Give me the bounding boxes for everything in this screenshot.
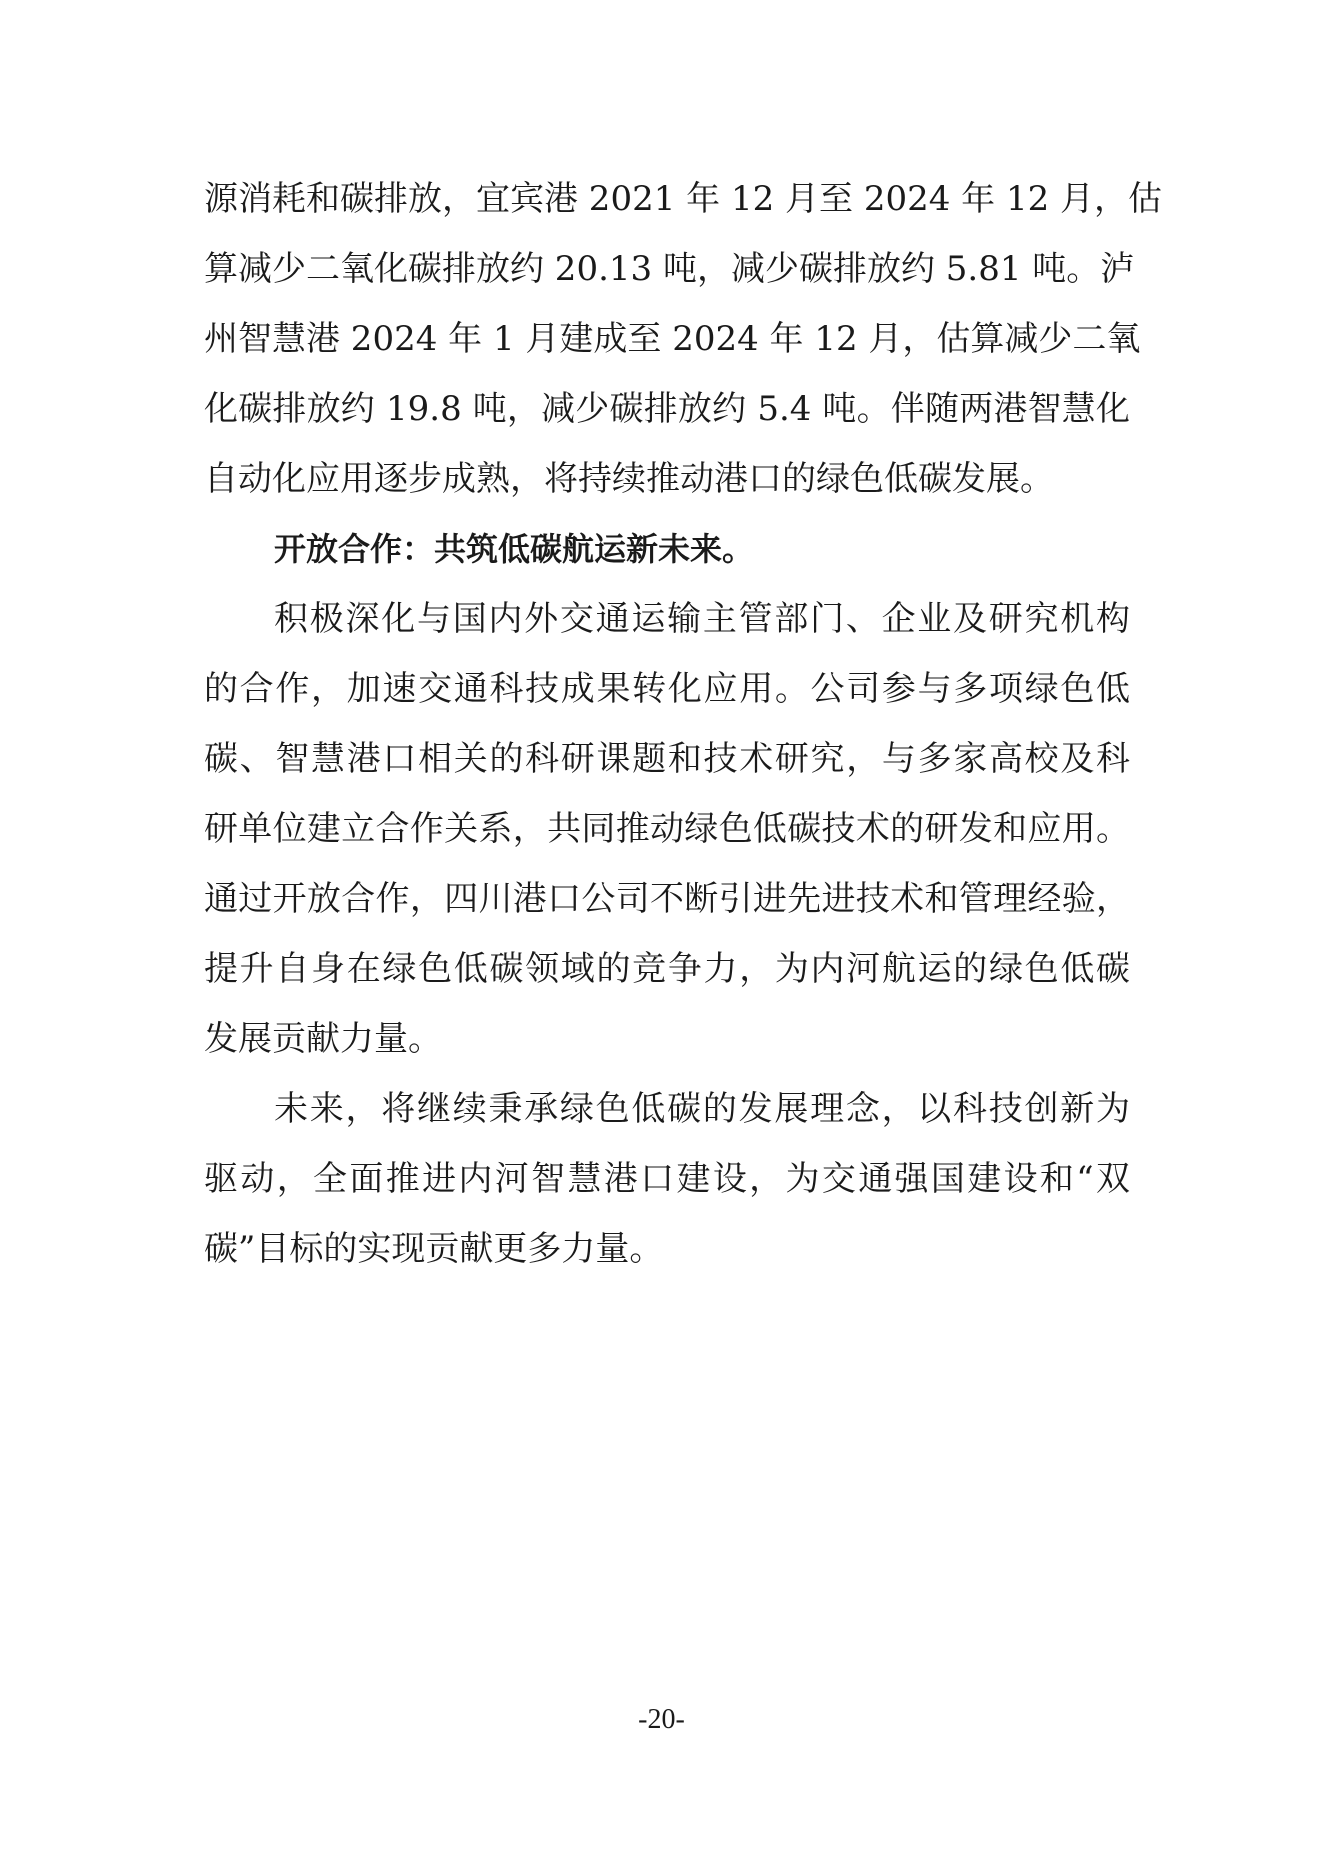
paragraph-line: 发展贡献力量。 bbox=[204, 1019, 442, 1059]
paragraph-line: 驱动，全面推进内河智慧港口建设，为交通强国建设和“双 bbox=[204, 1159, 1130, 1199]
paragraph-line: 化碳排放约 19.8 吨，减少碳排放约 5.4 吨。伴随两港智慧化 bbox=[204, 389, 1130, 429]
paragraph-line: 提升自身在绿色低碳领域的竞争力，为内河航运的绿色低碳 bbox=[204, 949, 1130, 989]
paragraph-line: 州智慧港 2024 年 1 月建成至 2024 年 12 月，估算减少二氧 bbox=[204, 319, 1141, 359]
paragraph-line: 未来，将继续秉承绿色低碳的发展理念，以科技创新为 bbox=[274, 1089, 1130, 1129]
page-number: -20- bbox=[638, 1704, 685, 1735]
paragraph-line: 研单位建立合作关系，共同推动绿色低碳技术的研发和应用。 bbox=[204, 809, 1130, 849]
paragraph-line: 源消耗和碳排放，宜宾港 2021 年 12 月至 2024 年 12 月，估 bbox=[204, 179, 1163, 219]
paragraph-line: 自动化应用逐步成熟，将持续推动港口的绿色低碳发展。 bbox=[204, 459, 1054, 499]
paragraph-line: 通过开放合作，四川港口公司不断引进先进技术和管理经验， bbox=[204, 879, 1130, 919]
paragraph-line: 算减少二氧化碳排放约 20.13 吨，减少碳排放约 5.81 吨。泸 bbox=[204, 249, 1135, 289]
paragraph-line: 碳、智慧港口相关的科研课题和技术研究，与多家高校及科 bbox=[204, 739, 1130, 779]
paragraph-line: 碳”目标的实现贡献更多力量。 bbox=[204, 1229, 664, 1269]
section-heading: 开放合作：共筑低碳航运新未来。 bbox=[274, 530, 755, 568]
paragraph-line: 的合作，加速交通科技成果转化应用。公司参与多项绿色低 bbox=[204, 669, 1130, 709]
paragraph-line: 积极深化与国内外交通运输主管部门、企业及研究机构 bbox=[274, 599, 1130, 639]
body-text bbox=[204, 164, 1163, 1284]
